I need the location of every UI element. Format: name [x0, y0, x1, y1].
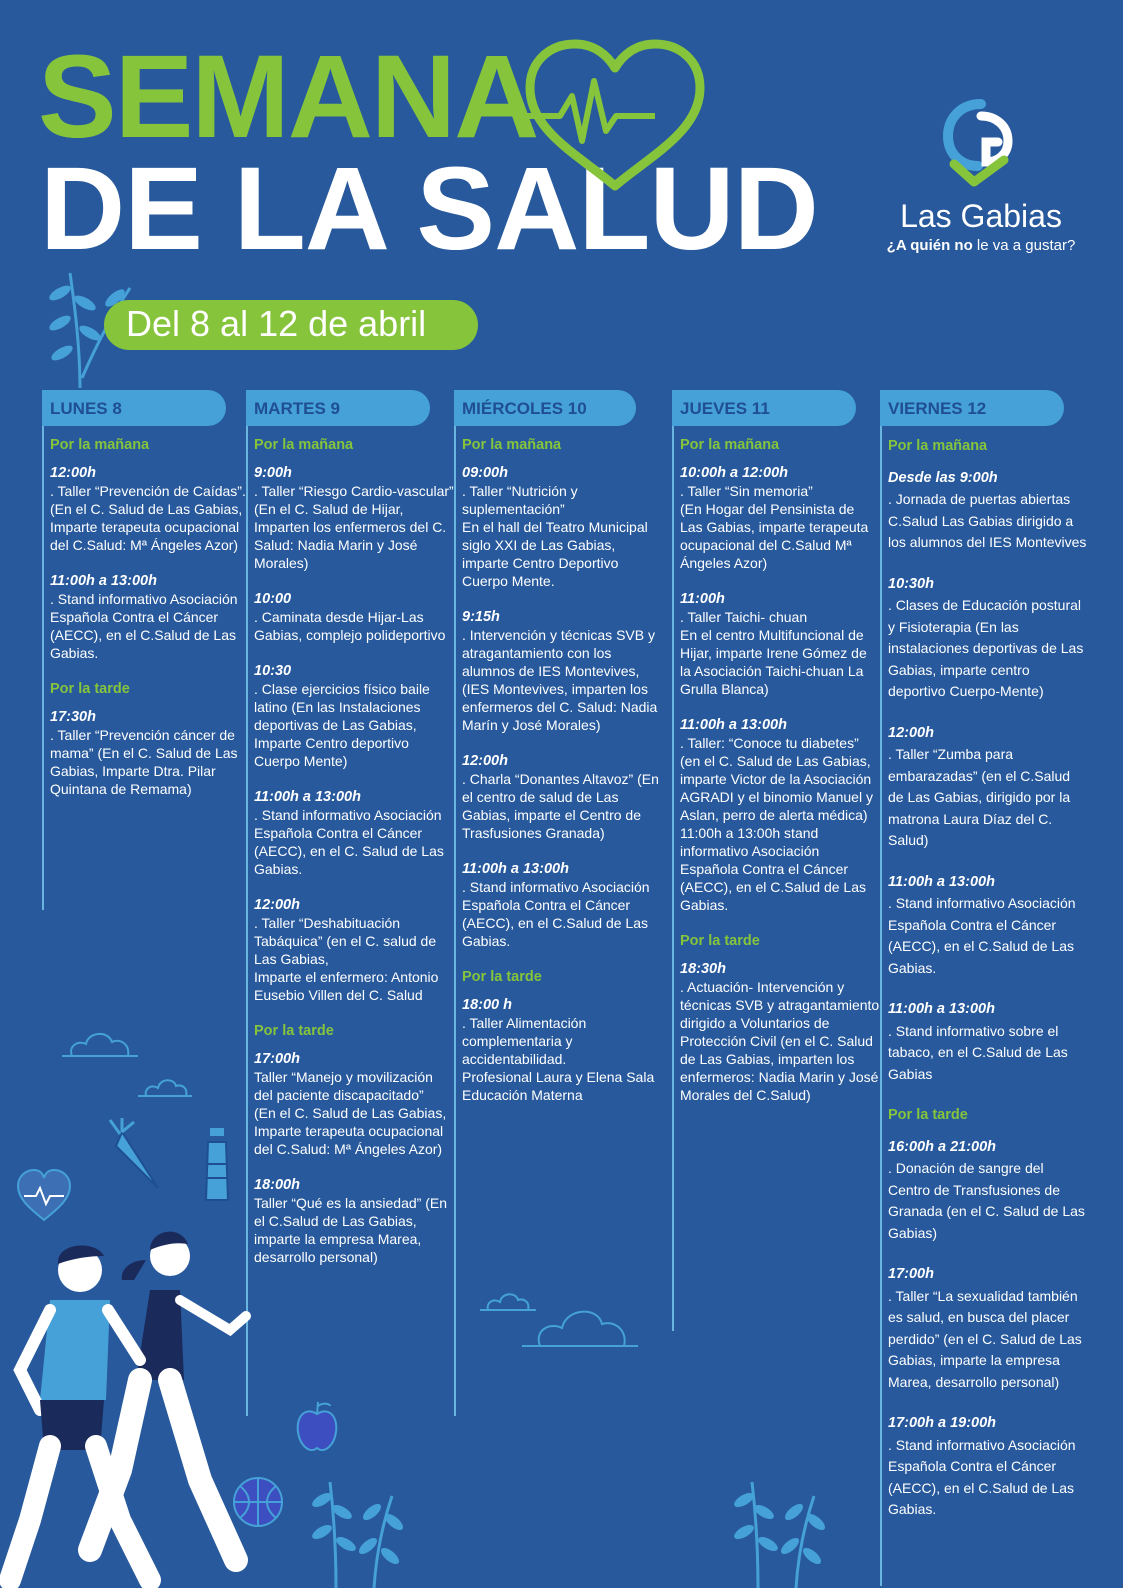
leaf-branch-icon: [728, 1476, 828, 1588]
day-header: VIERNES 12: [880, 390, 1064, 426]
event-item: [680, 960, 880, 1104]
event-time: 9:00h: [254, 465, 292, 481]
day-header: JUEVES 11: [672, 390, 856, 426]
day-column: [42, 390, 252, 816]
date-range-pill: [104, 300, 478, 350]
event-description: . Taller “Deshabituación Tabáquica” (en el C. salud de Las Gabias, Imparte el enfermero: Antonio Eusebio Villen del C. Salud: [254, 915, 439, 1003]
event-time: 18:00h: [254, 1177, 300, 1193]
event-time: 17:30h: [50, 709, 96, 725]
event-time: 11:00h a 13:00h: [680, 717, 787, 733]
period-label: Por la tarde: [680, 933, 760, 949]
event-item: [462, 464, 662, 590]
event-item: [888, 1413, 1088, 1521]
event-time: 10:00h a 12:00h: [680, 465, 789, 481]
day-column: [672, 390, 882, 1122]
event-description: . Clases de Educación postural y Fisioterapia (En las instalaciones deportivas de Las Gabias, imparte centro deportivo Cuerpo-Mente): [888, 597, 1084, 699]
period-label: Por la mañana: [462, 437, 562, 453]
cloud-icon: [136, 1074, 194, 1100]
event-time: 11:00h a 13:00h: [254, 789, 361, 805]
event-time: 12:00h: [50, 465, 96, 481]
event-item: [680, 464, 880, 572]
event-description: . Taller Taichi- chuan En el centro Multifuncional de Hijar, imparte Irene Gómez de la Asociación Taichi-chuan La Grulla Blanca): [680, 609, 867, 697]
event-item: [254, 1176, 454, 1266]
event-item: [254, 662, 454, 770]
event-time: 17:00h: [254, 1051, 300, 1067]
event-item: [254, 896, 454, 1004]
cloud-icon: [58, 1026, 142, 1060]
period-label: Por la tarde: [462, 969, 542, 985]
day-events: [42, 426, 250, 798]
las-gabias-logo: [876, 96, 1086, 254]
event-item: [888, 999, 1088, 1085]
title-line-2: DE LA SALUD: [40, 143, 818, 275]
event-time: 18:30h: [680, 961, 726, 977]
event-time: Desde las 9:00h: [888, 469, 998, 486]
event-time: 12:00h: [254, 897, 300, 913]
event-description: . Taller: “Conoce tu diabetes” (en el C. Salud de Las Gabias, imparte Victor de la Asociación AGRADI y el binomio Manuel y Aslan, perro de alerta médica) 11:00h a 13:00h stand informativo Asociación Española Contra el Cáncer (AECC), en el C.Salud de Las Gabias.: [680, 735, 873, 913]
event-description: . Intervención y técnicas SVB y atragantamiento con los alumnos de IES Montevives, (IES Montevives, imparten los enfermeros del C. Salud: Nadia Marín y José Morales): [462, 627, 658, 733]
event-description: . Taller “La sexualidad también es salud, en busca del placer perdido” (en el C. Salud de Las Gabias, imparte la empresa Marea, desarrollo personal): [888, 1287, 1082, 1390]
event-description: Taller “Qué es la ansiedad” (En el C.Salud de Las Gabias, imparte la empresa Marea, desarrollo personal): [254, 1195, 447, 1265]
event-description: . Stand informativo Asociación Española Contra el Cáncer (AECC), en el C.Salud de Las Gabias.: [888, 895, 1076, 976]
event-time: 11:00h: [680, 591, 725, 607]
event-description: . Taller “Prevención cáncer de mama” (En el C. Salud de Las Gabias, Imparte Dtra. Pilar Quintana de Remama): [50, 727, 238, 797]
event-time: 11:00h a 13:00h: [50, 573, 157, 589]
event-description: . Donación de sangre del Centro de Transfusiones de Granada (en el C. Salud de Las Gabias): [888, 1160, 1085, 1241]
cloud-icon: [520, 1300, 640, 1350]
event-description: . Clase ejercicios físico baile latino (En las Instalaciones deportivas de Las Gabias, Imparte Centro deportivo Cuerpo Mente): [254, 681, 430, 769]
event-item: [50, 464, 250, 554]
period-label: Por la tarde: [888, 1107, 968, 1123]
event-description: . Jornada de puertas abiertas C.Salud Las Gabias dirigido a los alumnos del IES Montevives: [888, 491, 1087, 550]
event-description: . Taller “Prevención de Caídas”. (En el C. Salud de Las Gabias, Imparte terapeuta ocupacional del C.Salud: Mª Ángeles Azor): [50, 483, 246, 553]
event-item: [462, 860, 662, 950]
logo-name: Las Gabias: [900, 198, 1062, 234]
day-column: [246, 390, 456, 1284]
title-line-1: SEMANA: [38, 31, 538, 163]
event-time: 11:00h a 13:00h: [888, 1001, 995, 1017]
event-time: 9:15h: [462, 609, 500, 625]
day-header: MARTES 9: [246, 390, 430, 426]
event-description: . Taller “Nutrición y suplementación” En el hall del Teatro Municipal siglo XXI de Las Gabias, imparte Centro Deportivo Cuerpo Mente.: [462, 483, 648, 589]
event-time: 12:00h: [462, 753, 508, 769]
logo-icon: [936, 96, 1026, 191]
event-item: [254, 1050, 454, 1158]
event-description: Taller “Manejo y movilización del paciente discapacitado” (En el C. Salud de Las Gabias, Imparte terapeuta ocupacional del C.Salud: Mª Ángeles Azor): [254, 1069, 447, 1157]
day-column: [454, 390, 662, 1122]
event-item: [680, 590, 880, 698]
day-events: [880, 426, 1088, 1521]
event-time: 12:00h: [888, 724, 934, 741]
event-description: . Charla “Donantes Altavoz” (En el centro de salud de Las Gabias, imparte el Centro de Trasfusiones Granada): [462, 771, 659, 841]
event-item: [50, 708, 250, 798]
event-time: 16:00h a 21:00h: [888, 1138, 997, 1155]
event-description: . Caminata desde Hijar-Las Gabias, complejo polideportivo: [254, 609, 446, 643]
logo-tagline: [876, 237, 1086, 254]
day-events: [246, 426, 454, 1266]
period-label: Por la tarde: [50, 681, 130, 697]
leaf-branch-icon: [306, 1476, 406, 1588]
event-description: . Stand informativo Asociación Española Contra el Cáncer (AECC), en el C. Salud de Las Gabias.: [254, 807, 444, 877]
event-description: . Stand informativo sobre el tabaco, en el C.Salud de Las Gabias: [888, 1022, 1068, 1082]
event-description: . Taller Alimentación complementaria y accidentabilidad. Profesional Laura y Elena Sala Educación Materna: [462, 1015, 655, 1103]
event-item: [888, 468, 1088, 554]
period-label: Por la mañana: [254, 437, 354, 453]
event-time: 09:00h: [462, 465, 508, 481]
apple-icon: [294, 1400, 340, 1454]
day-header: LUNES 8: [42, 390, 226, 426]
event-item: [888, 1264, 1088, 1393]
event-item: [680, 716, 880, 914]
tagline-rest: le va a gustar?: [972, 237, 1076, 254]
event-item: [888, 1137, 1088, 1245]
column-divider: [42, 426, 44, 910]
event-description: . Taller “Zumba para embarazadas” (en el C.Salud de Las Gabias, dirigido por la matrona Laura Díaz del C. Salud): [888, 746, 1071, 848]
event-item: [462, 996, 662, 1104]
event-time: 11:00h a 13:00h: [462, 861, 569, 877]
column-divider: [880, 426, 882, 1586]
event-description: . Taller “Riesgo Cardio-vascular” (En el C. Salud de Hijar, Imparten los enfermeros del C. Salud: Nadia Marin y José Morales): [254, 483, 454, 571]
event-time: 10:00: [254, 591, 292, 607]
heart-pulse-icon: [520, 36, 710, 196]
carrot-icon: [108, 1118, 164, 1192]
period-label: Por la mañana: [50, 437, 150, 453]
day-events: [672, 426, 880, 1104]
event-time: 17:00h: [888, 1266, 934, 1282]
event-time: 11:00h a 13:00h: [888, 873, 995, 890]
event-description: . Stand informativo Asociación Española Contra el Cáncer (AECC), en el C.Salud de Las Gabias.: [888, 1436, 1076, 1517]
date-range: Del 8 al 12 de abril: [126, 303, 427, 344]
event-description: . Taller “Sin memoria” (En Hogar del Pensinista de Las Gabias, imparte terapeuta ocupacional del C.Salud Mª Ángeles Azor): [680, 483, 869, 571]
event-item: [888, 872, 1088, 980]
period-label: Por la mañana: [680, 437, 780, 453]
day-header: MIÉRCOLES 10: [454, 390, 636, 426]
period-label: Por la tarde: [254, 1023, 334, 1039]
column-divider: [672, 426, 674, 1331]
event-description: . Stand informativo Asociación Española Contra el Cáncer (AECC), en el C.Salud de Las Gabias.: [50, 591, 238, 661]
event-description: . Stand informativo Asociación Española Contra el Cáncer (AECC), en el C.Salud de Las Gabias.: [462, 879, 650, 949]
day-column: [880, 390, 1090, 1541]
event-item: [462, 752, 662, 842]
event-item: [254, 464, 454, 572]
runners-illustration: [0, 1220, 260, 1588]
period-label: Por la mañana: [888, 438, 988, 454]
tagline-bold: ¿A quién no: [886, 237, 973, 254]
event-item: [888, 723, 1088, 852]
event-description: . Actuación- Intervención y técnicas SVB y atragantamiento dirigido a Voluntarios de Protección Civil (en el C. Salud de Las Gabias, imparten los enfermeros: Nadia Marin y José Morales del C.Salud): [680, 979, 880, 1103]
column-divider: [454, 426, 456, 1416]
event-item: [462, 608, 662, 734]
event-item: [888, 574, 1088, 703]
event-time: 18:00 h: [462, 997, 512, 1013]
event-time: 17:00h a 19:00h: [888, 1415, 997, 1431]
event-item: [254, 788, 454, 878]
event-time: 10:30h: [888, 575, 934, 592]
heart-pulse-icon: [14, 1168, 74, 1224]
bottle-icon: [204, 1128, 232, 1202]
day-events: [454, 426, 662, 1104]
event-item: [50, 572, 250, 662]
event-item: [254, 590, 454, 644]
event-time: 10:30: [254, 663, 292, 679]
